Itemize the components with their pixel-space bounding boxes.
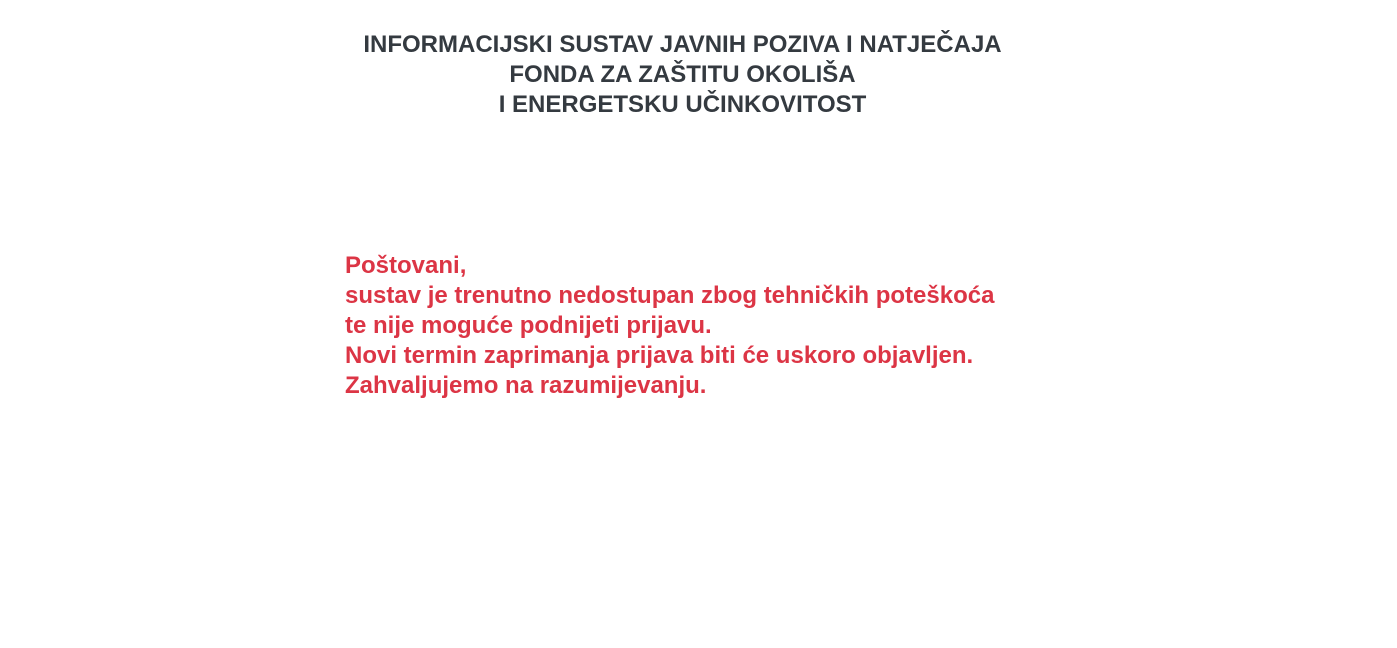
notice-line-unavailable: sustav je trenutno nedostupan zbog tehničkih poteškoća [345, 282, 995, 309]
page-title-line-1: INFORMACIJSKI SUSTAV JAVNIH POZIVA I NATJEČAJA [363, 31, 1002, 58]
page-title-line-2: FONDA ZA ZAŠTITU OKOLIŠA [509, 61, 856, 88]
notice-line-new-date: Novi termin zaprimanja prijava biti će uskoro objavljen. [345, 342, 974, 369]
notice-greeting: Poštovani, [345, 252, 467, 279]
page-title-line-3: I ENERGETSKU UČINKOVITOST [498, 91, 867, 118]
maintenance-notice [345, 251, 994, 401]
notice-line-cannot-apply: te nije moguće podnijeti prijavu. [345, 312, 712, 339]
notice-line-thanks: Zahvaljujemo na razumijevanju. [345, 372, 707, 399]
page-title [0, 30, 1365, 120]
